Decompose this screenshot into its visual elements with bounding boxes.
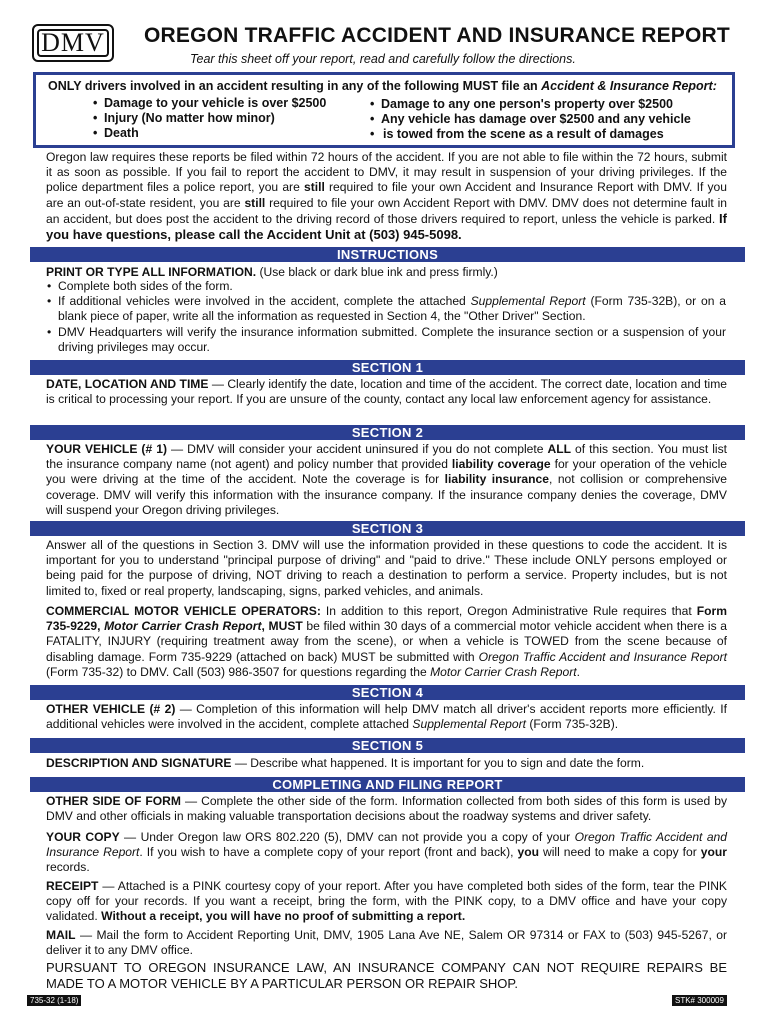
section-3-heading: SECTION 3 xyxy=(30,521,745,536)
requirement-item: • Injury (No matter how minor) xyxy=(104,111,275,125)
section-5-heading: SECTION 5 xyxy=(30,738,745,753)
section-2-text: YOUR VEHICLE (# 1) — DMV will consider your accident uninsured if you do not complete ALL of this section. You must list the insurance company name (not agent) and policy number that provided liability coverage for your operation of the vehicle you were driving at the time of the accident. Note the coverage is for liability insurance, not collision or comprehensive coverage. DMV will verify this information with the insurance company. If the insurance company denies the coverage, DMV will suspend your Oregon driving privileges. xyxy=(46,442,727,517)
header xyxy=(30,22,750,72)
your-copy-text: YOUR COPY — Under Oregon law ORS 802.220 (5), DMV can not provide you a copy of your Oregon Traffic Accident and Insurance Report. If you wish to have a complete copy of your report (front and back), you will need to make a copy for your records. xyxy=(46,830,728,875)
insurance-law-notice: PURSUANT TO OREGON INSURANCE LAW, AN INSURANCE COMPANY CAN NOT REQUIRE REPAIRS BE MADE TO A MOTOR VEHICLE BY A PARTICULAR PERSON OR REPAIR SHOP. xyxy=(46,960,727,991)
instruction-item: • Complete both sides of the form. xyxy=(47,279,233,293)
requirements-lead: ONLY drivers involved in an accident resulting in any of the following MUST file an Accident & Insurance Report: xyxy=(48,79,717,93)
page-subtitle: Tear this sheet off your report, read and carefully follow the directions. xyxy=(190,52,576,66)
instruction-item: • If additional vehicles were involved in the accident, complete the attached Supplemental Report (Form 735-32B), or on a blank piece of paper, write all the information as requested in Section 4, the "Other Driver" Section. xyxy=(47,294,726,324)
other-side-text: OTHER SIDE OF FORM — Complete the other side of the form. Information collected from both sides of this form is used by DMV and other officials in making valuable transportation decisions about the roadway systems and driver safety. xyxy=(46,794,728,824)
requirement-item: • Any vehicle has damage over $2500 and any vehicle xyxy=(381,112,691,126)
section-1-heading: SECTION 1 xyxy=(30,360,745,375)
instructions-lead: PRINT OR TYPE ALL INFORMATION. (Use black or dark blue ink and press firmly.) xyxy=(46,265,498,279)
form-id-label: 735-32 (1-18) xyxy=(27,995,81,1006)
requirement-item: • Damage to any one person's property over $2500 xyxy=(381,97,673,111)
filing-requirements-box xyxy=(33,72,735,148)
section-1-text: DATE, LOCATION AND TIME — Clearly identify the date, location and time of the accident. The correct date, location and time is critical to processing your report. If you are unsure of the county, contact any local law enforcement agency for assistance. xyxy=(46,377,728,407)
filing-heading: COMPLETING AND FILING REPORT xyxy=(30,777,745,792)
section-3-text: Answer all of the questions in Section 3. DMV will use the information provided in these questions to code the accident. It is important for you to understand "principal purpose of driving" and "paid to drive." These include ONLY persons employed or being paid for the purpose of driving, NOT driving to reach a destination to perform a service. Property includes, but is not limited to, fixed or real property, landscaping, signs, parked vehicles, and animals. xyxy=(46,538,727,598)
mail-text: MAIL — Mail the form to Accident Reporting Unit, DMV, 1905 Lana Ave NE, Salem OR 97314 or FAX to (503) 945-5267, or deliver it to any DMV office. xyxy=(46,928,727,958)
requirement-item-cont: • is towed from the scene as a result of damages xyxy=(381,127,662,141)
instructions-heading: INSTRUCTIONS xyxy=(30,247,745,262)
requirement-item: • Damage to your vehicle is over $2500 xyxy=(104,96,326,110)
dmv-logo xyxy=(32,24,114,62)
cmv-operators-text: COMMERCIAL MOTOR VEHICLE OPERATORS: In addition to this report, Oregon Administrative Rule requires that Form 735-9229, Motor Carrier Crash Report, MUST be filed within 30 days of a commercial motor vehicle accident when there is a FATALITY, INJURY (requiring treatment away from the scene), or when a vehicle is TOWED from the scene because of disabling damage. Form 735-9229 (attached on back) MUST be submitted with Oregon Traffic Accident and Insurance Report (Form 735-32) to DMV. Call (503) 986-3507 for questions regarding the Motor Carrier Crash Report. xyxy=(46,604,728,679)
section-4-heading: SECTION 4 xyxy=(30,685,745,700)
page-title: OREGON TRAFFIC ACCIDENT AND INSURANCE REPORT xyxy=(144,24,730,47)
section-5-text: DESCRIPTION AND SIGNATURE — Describe what happened. It is important for you to sign and date the form. xyxy=(46,756,645,770)
stock-number-label: STK# 300009 xyxy=(672,995,727,1006)
requirement-item: • Death xyxy=(104,126,139,140)
section-2-heading: SECTION 2 xyxy=(30,425,745,440)
instruction-item: • DMV Headquarters will verify the insurance information submitted. Complete the insurance section or a suspension of your driving privileges may occur. xyxy=(47,325,726,355)
dmv-logo-text: DMV xyxy=(37,29,109,57)
section-4-text: OTHER VEHICLE (# 2) — Completion of this information will help DMV match all driver's accident reports more efficiently. If additional vehicles were involved in the accident, complete attached Supplemental Report (Form 735-32B). xyxy=(46,702,727,732)
intro-paragraph: Oregon law requires these reports be filed within 72 hours of the accident. If you are not able to file within the 72 hours, submit it as soon as possible. If you fail to report the accident to DMV, it may result in suspension of your driving privileges. If the police department files a police report, you are still required to file your own Accident and Insurance Report with DMV. If you are an out-of-state resident, you are still required to file your own Accident Report with DMV. DMV does not determine fault in an accident, but does post the accident to the driving record of those drivers required to report, unless the vehicle is parked. If you have questions, please call the Accident Unit at (503) 945-5098. xyxy=(46,150,727,243)
receipt-text: RECEIPT — Attached is a PINK courtesy copy of your report. After you have completed both sides of the form, tear the PINK copy off for your records. If you want a receipt, bring the form, with the PINK copy, to a DMV office and have your copy validated. Without a receipt, you will have no proof of submitting a report. xyxy=(46,879,727,924)
